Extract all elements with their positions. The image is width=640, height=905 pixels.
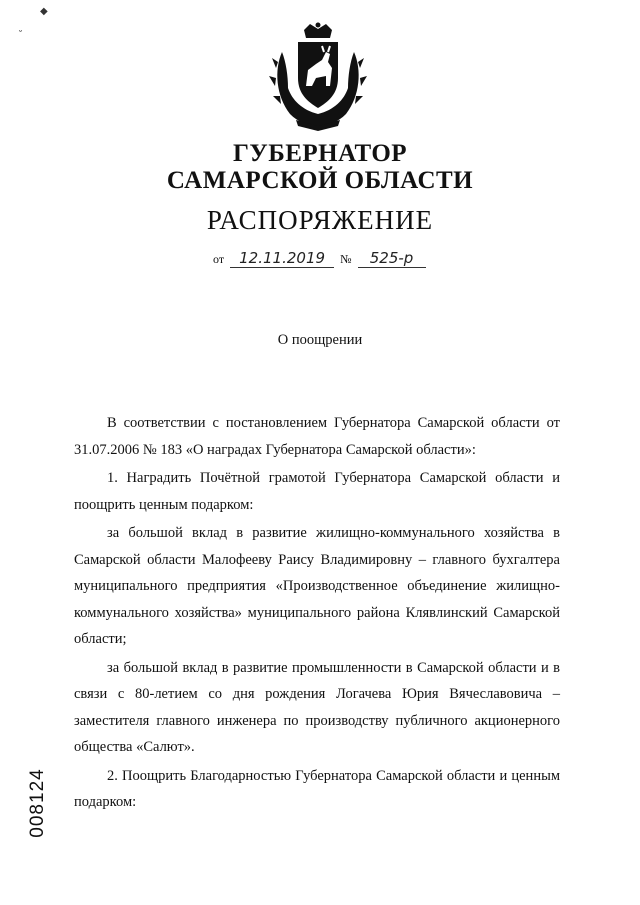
serial-number: 008124 — [27, 768, 48, 838]
document-type: РАСПОРЯЖЕНИЕ — [206, 205, 434, 235]
body-paragraph: В соответствии с постановлением Губернатора Самарской области от 31.07.2006 № 183 «О наградах Губернатора Самарской области»: — [74, 415, 560, 458]
body-paragraph: 1. Наградить Почётной грамотой Губернатора Самарской области и поощрить ценным подарком: — [74, 470, 560, 513]
subject-line: О поощрении — [277, 332, 363, 348]
authority-title-line2: САМАРСКОЙ ОБЛАСТИ — [166, 167, 474, 194]
date-prefix: от — [213, 252, 225, 266]
serial-stamp — [26, 760, 50, 846]
date-value: 12.11.2019 — [230, 249, 334, 268]
authority-title-line1: ГУБЕРНАТОР — [232, 140, 408, 167]
document-body — [74, 410, 560, 816]
body-paragraph: 2. Поощрить Благодарностью Губернатора Самарской области и ценным подарком: — [74, 767, 560, 810]
scan-dot-mark: ˘ — [18, 30, 23, 41]
number-prefix: № — [340, 252, 352, 266]
number-value: 525-р — [358, 249, 426, 268]
scan-dot-mark: ◆ — [40, 6, 48, 17]
date-number-line — [213, 249, 426, 268]
body-paragraph: за большой вклад в развитие промышленности в Самарской области и в связи с 80-летием со дня рождения Логачева Юрия Вячеславовича – заместителя главного инженера по производству публичного акционерного общества «Салют». — [74, 659, 560, 755]
samara-coat-of-arms-icon — [268, 22, 368, 132]
body-paragraph: за большой вклад в развитие жилищно-коммунального хозяйства в Самарской области Малофееву Раису Владимировну – главного бухгалтера муниципального предприятия «Производственное объединение жилищно-коммунального хозяйства» муниципального района Клявлинский Самарской области; — [74, 525, 560, 647]
